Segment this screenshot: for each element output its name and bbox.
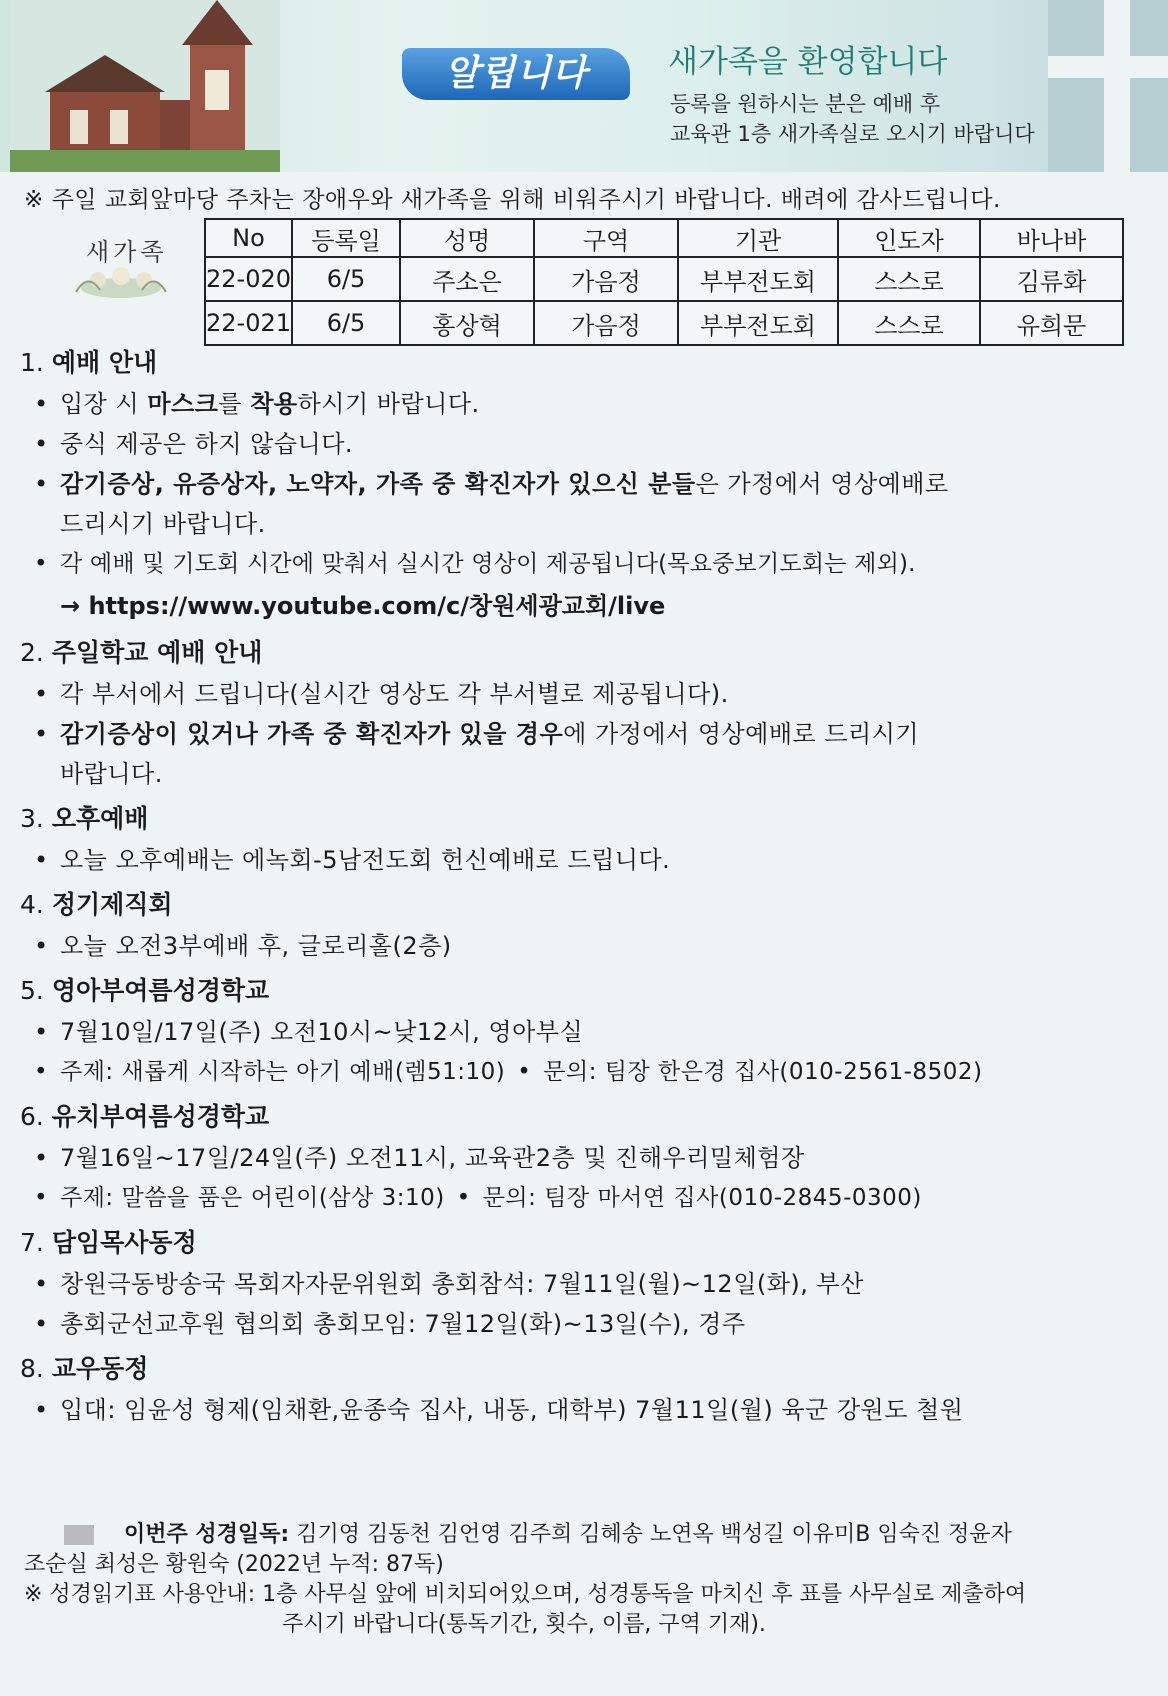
section-title: 정기제직회 [51,890,173,919]
reading-names: 김기영 김동천 김언영 김주희 김혜송 노연옥 백성길 이유미B 임숙진 정윤자 [296,1522,1012,1547]
item-text: 문의: 팀장 마서연 집사(010-2845-0300) [482,1185,922,1211]
section-number: 3. [20,804,44,833]
table-cell: 22-020 [205,257,292,301]
list-item [20,1304,1150,1344]
table-header-row [205,219,1123,257]
table-cell: 홍상혁 [400,301,534,345]
list-item [20,1012,1150,1052]
section-number: 5. [20,976,44,1005]
section-title: 오후예배 [51,804,149,833]
table-cell: 유희문 [980,301,1123,345]
list-item [20,674,1150,714]
section-7-heading [20,1222,1150,1264]
item-text: 입대: 임윤성 형제(임채환,윤종숙 집사, 내동, 대학부) 7월11일(월) 육군 강원도 철원 [60,1396,964,1424]
bullet: • [34,1310,49,1338]
section-number: 1. [20,348,44,377]
item-text: 입장 시 [60,390,148,418]
table-cell: 스스로 [838,257,980,301]
col-guide: 인도자 [838,219,980,257]
bullet: • [34,1270,49,1298]
bullet: • [34,680,49,708]
bullet: • [34,1059,49,1085]
book-icon [64,1525,94,1545]
item-text: 하시기 바랍니다. [297,390,480,418]
list-item [20,1390,1150,1430]
bullet: • [34,551,48,577]
bullet: • [34,932,49,960]
section-number: 2. [20,638,44,667]
list-item [20,840,1150,880]
section-3-heading [20,798,1150,840]
table-cell: 가음정 [534,257,678,301]
header-banner [0,0,1168,172]
table-cell: 스스로 [838,301,980,345]
table-cell: 부부전도회 [678,301,838,345]
table-cell: 6/5 [292,257,400,301]
item-text: 를 [218,390,251,418]
item-text: 총회군선교후원 협의회 총회모임: 7월12일(화)~13일(수), 경주 [60,1310,746,1338]
item-bold: 마스크 [147,390,219,418]
list-item [20,1178,1150,1218]
flower-icon [68,262,174,300]
bullet: • [34,1396,49,1424]
section-title: 유치부여름성경학교 [51,1102,270,1131]
section-number: 8. [20,1354,44,1383]
list-item [20,926,1150,966]
bullet: • [456,1185,471,1211]
list-item-continuation: 바랍니다. [60,760,163,788]
reading-label: 이번주 성경일독: [124,1522,290,1547]
item-text: 주제: 말씀을 품은 어린이(삼상 3:10) [60,1185,445,1211]
new-family-label: 새가족 [86,238,168,266]
section-5-heading [20,970,1150,1012]
table-cell: 22-021 [205,301,292,345]
reading-note-cont: 주시기 바랍니다(통독기간, 횟수, 이름, 구역 기재). [282,1612,766,1637]
bullet: • [34,470,49,498]
list-item [20,1138,1150,1178]
section-8-heading [20,1348,1150,1390]
section-number: 7. [20,1228,44,1257]
list-item [20,714,1150,754]
item-text: 각 예배 및 기도회 시간에 맞춰서 실시간 영상이 제공됩니다(목요중보기도회는 제외). [60,551,916,577]
item-text: 창원극동방송국 목회자자문위원회 총회참석: 7월11일(월)~12일(화), 부산 [60,1270,864,1298]
list-item [20,1052,1150,1092]
item-text: 문의: 팀장 한은경 집사(010-2561-8502) [543,1059,983,1085]
reading-note: ※ 성경읽기표 사용안내: 1층 사무실 앞에 비치되어있으며, 성경통독을 마치신 후 표를 사무실로 제출하여 [24,1582,1027,1607]
section-title: 주일학교 예배 안내 [51,638,263,667]
list-item-continuation: 드리시기 바랍니다. [60,510,266,538]
item-text: 오늘 오전3부예배 후, 글로리홀(2층) [60,932,452,960]
bullet: • [34,1018,49,1046]
col-barnabas: 바나바 [980,219,1123,257]
section-number: 4. [20,890,44,919]
youtube-link[interactable]: → https://www.youtube.com/c/창원세광교회/live [60,592,666,620]
item-text: 에 가정에서 영상예배로 드리시기 [563,720,920,748]
welcome-line-2: 교육관 1층 새가족실로 오시기 바랍니다 [670,122,1035,146]
item-text: 오늘 오후예배는 에녹회-5남전도회 헌신예배로 드립니다. [60,846,671,874]
section-1-heading [20,342,1150,384]
table-cell: 부부전도회 [678,257,838,301]
bullet: • [34,720,49,748]
welcome-line-1: 등록을 원하시는 분은 예배 후 [670,92,941,116]
item-text: 중식 제공은 하지 않습니다. [60,430,354,458]
bullet: • [34,390,49,418]
list-item [20,424,1150,464]
table-cell: 6/5 [292,301,400,345]
reading-names-cont: 조순실 최성은 황원숙 (2022년 누적: 87독) [24,1552,444,1577]
new-family-table [204,218,1124,346]
section-number: 6. [20,1102,44,1131]
item-text: 7월10일/17일(주) 오전10시~낮12시, 영아부실 [60,1018,584,1046]
parking-notice: ※ 주일 교회앞마당 주차는 장애우와 새가족을 위해 비워주시기 바랍니다. 배려에 감사드립니다. [24,187,1001,213]
list-item [20,1264,1150,1304]
section-title: 교우동정 [51,1354,149,1383]
col-date: 등록일 [292,219,400,257]
list-item [20,384,1150,424]
welcome-title: 새가족을 환영합니다 [668,44,948,80]
section-title: 담임목사동정 [51,1228,197,1257]
footer [24,1520,1144,1640]
col-name: 성명 [400,219,534,257]
item-bold: 감기증상, 유증상자, 노약자, 가족 중 확진자가 있으신 분들 [60,470,696,498]
section-2-heading [20,632,1150,674]
col-no: No [205,219,292,257]
list-item [20,544,1150,584]
notice-badge: 알립니다 [402,48,630,100]
cross-icon [1048,0,1168,172]
item-text: 주제: 새롭게 시작하는 아기 예배(렘51:10) [60,1059,506,1085]
table-row [205,257,1123,301]
item-text: 각 부서에서 드립니다(실시간 영상도 각 부서별로 제공됩니다). [60,680,729,708]
bullet: • [34,430,49,458]
col-district: 구역 [534,219,678,257]
section-title: 예배 안내 [51,348,158,377]
table-cell: 김류화 [980,257,1123,301]
section-title: 영아부여름성경학교 [51,976,270,1005]
item-bold: 착용 [250,390,298,418]
item-text: 은 가정에서 영상예배로 [695,470,949,498]
bible-reading-line [24,1520,1144,1550]
item-text: 7월16일~17일/24일(주) 오전11시, 교육관2층 및 진해우리밀체험장 [60,1144,805,1172]
table-cell: 가음정 [534,301,678,345]
list-item [20,464,1150,504]
bullet: • [34,1185,49,1211]
col-org: 기관 [678,219,838,257]
announcements [20,338,1150,1430]
bullet: • [517,1059,532,1085]
section-4-heading [20,884,1150,926]
table-cell: 주소은 [400,257,534,301]
section-6-heading [20,1096,1150,1138]
item-bold: 감기증상이 있거나 가족 중 확진자가 있을 경우 [60,720,564,748]
church-illustration [10,0,280,172]
bullet: • [34,846,49,874]
bullet: • [34,1144,49,1172]
